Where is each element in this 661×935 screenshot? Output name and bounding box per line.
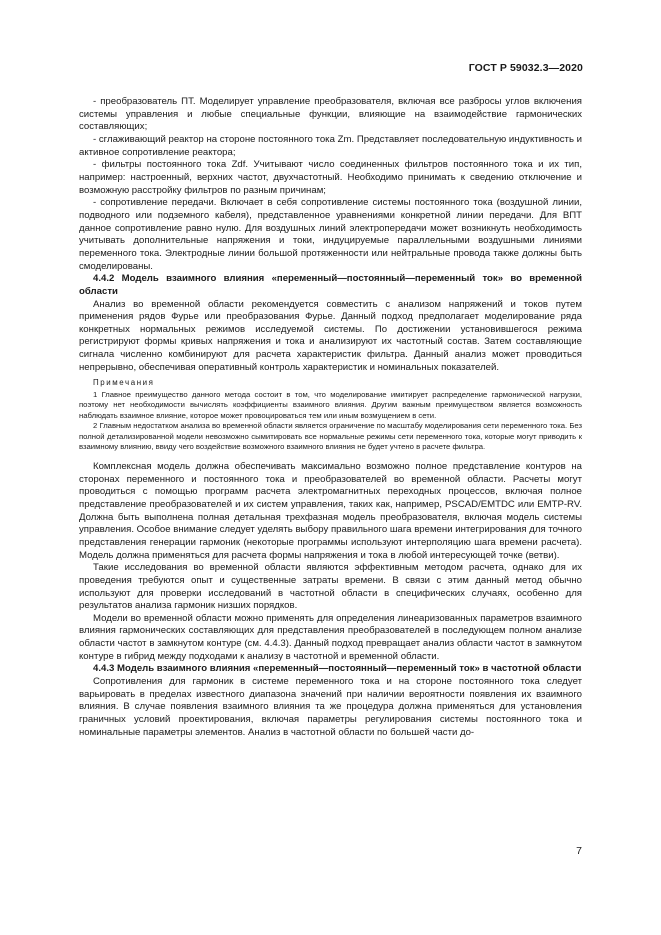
note-2: 2 Главным недостатком анализа во временной области является ограничение по масштабу моделирования сети переменного тока. Без полной детализированной модели невозможно сымитировать все нормальные режимы сети переменного тока, которые могут приводить к взаимному влиянию, ввиду чего воздействие возможного взаимного влияния не будет учтено в расчете фильтра.: [79, 421, 582, 452]
paragraph-complex-model: Комплексная модель должна обеспечивать максимально возможно полное представление контуров на сторонах переменного и постоянного тока и преобразователей во временной области. Расчеты могут проводиться с помощью программ расчета электромагнитных переходных процессов, включая полное представление преобразователей и их систем управления, таких как, например, PSCAD/EMTDC или EMTP-RV. Должна быть выполнена полная детальная трехфазная модель преобразователя, включая модель системы управления. Особое внимание следует уделять выбору правильного шага времени интегрирования для точного представления генерации гармоник (некоторые программы используют интерполяцию шага времени расчета). Модель должна применяться для расчета формы напряжения и тока в любой интересующей точке (ветви).: [79, 460, 582, 561]
section-heading-4-4-2: 4.4.2 Модель взаимного влияния «переменный—постоянный—переменный ток» во временной области: [79, 273, 582, 297]
paragraph-frequency-domain: Сопротивления для гармоник в системе переменного тока и на стороне постоянного тока следует варьировать в пределах известного диапазона значений при наличии вероятности появления их взаимного влияния. В случае появления взаимного влияния та же процедура должна применяться для установления граничных условий проектирования, включая параметры регулирования системы постоянного тока и номинальные параметры элементов. Анализ в частотной области по большей части до-: [79, 676, 582, 738]
paragraph-time-domain-studies: Такие исследования во временной области являются эффективным методом расчета, однако для их проведения требуются опыт и существенные затраты времени. В связи с этим данный метод обычно используют для проверки исследований в частотной области в специфических случаях, особенно для результатов анализа гармоник низших порядков.: [79, 562, 582, 612]
paragraph-linearized-models: Модели во временной области можно применять для определения линеаризованных параметров взаимного влияния гармонических составляющих для представления преобразователей в последующем полном анализе области частот в замкнутом контуре (см. 4.4.3). Данный подход превращает анализ области частот в замкнутом контуре в гибрид между подходами к анализу в частотной и временной области.: [79, 612, 582, 662]
note-1: 1 Главное преимущество данного метода состоит в том, что моделирование имитирует распределение гармонической нагрузки, поэтому нет необходимости вычислять коэффициенты взаимного влияния. Другим важным преимуществом является возможность наблюдать взаимное влияние, которое может провоцироваться тем или иным возмущением в сети.: [79, 389, 582, 420]
document-id-header: ГОСТ Р 59032.3—2020: [468, 62, 583, 74]
paragraph-smoothing-reactor: - сглаживающий реактор на стороне постоянного тока Zm. Представляет последовательную индуктивность и активное сопротивление реактора;: [79, 133, 582, 158]
paragraph-time-domain-analysis: Анализ во временной области рекомендуется совместить с анализом напряжений и токов путем применения рядов Фурье или преобразования Фурье. Данный подход предполагает моделирование ряда конкретных нормальных режимов исследуемой системы. По достижении установившегося режима регистрируют формы кривых напряжения и тока и анализируют их частотный состав. Затем составляющие сигнала численно комбинируют для расчета характеристик фильтра. Данный анализ может проводиться непрерывно, обеспечивая оперативный контроль характеристик и номинальных показателей.: [79, 298, 582, 373]
document-body: [79, 96, 582, 739]
paragraph-dc-filters: - фильтры постоянного тока Zdf. Учитывают число соединенных фильтров постоянного тока и их тип, например: настроенный, верхних частот, двухчастотный. Необходимо принимать к сведению отключение и возможную расстройку фильтров по разным причинам;: [79, 159, 582, 196]
notes-title: Примечания: [93, 378, 155, 388]
paragraph-converter: - преобразователь ПТ. Моделирует управление преобразователя, включая все разбросы углов включения системы управления и любые специальные функции, влияющие на взаимодействие гармонических составляющих;: [79, 96, 582, 133]
paragraph-transmission-impedance: - сопротивление передачи. Включает в себя сопротивление системы постоянного тока (воздушной линии, подводного или подземного кабеля), представленное уравнениями конкретной линии передачи. Для ВПТ данное сопротивление равно нулю. Для воздушных линий электропередачи может возникнуть необходимость учитывать дополнительные напряжения и токи, индуцируемые параллельными воздушными линиями переменного тока. Электродные линии большой протяженности или нейтральные провода также должны быть смоделированы.: [79, 197, 582, 272]
notes-block: [79, 378, 582, 453]
section-heading-4-4-3: 4.4.3 Модель взаимного влияния «переменный—постоянный—переменный ток» в частотной области: [93, 663, 582, 675]
page-number: 7: [576, 845, 582, 857]
